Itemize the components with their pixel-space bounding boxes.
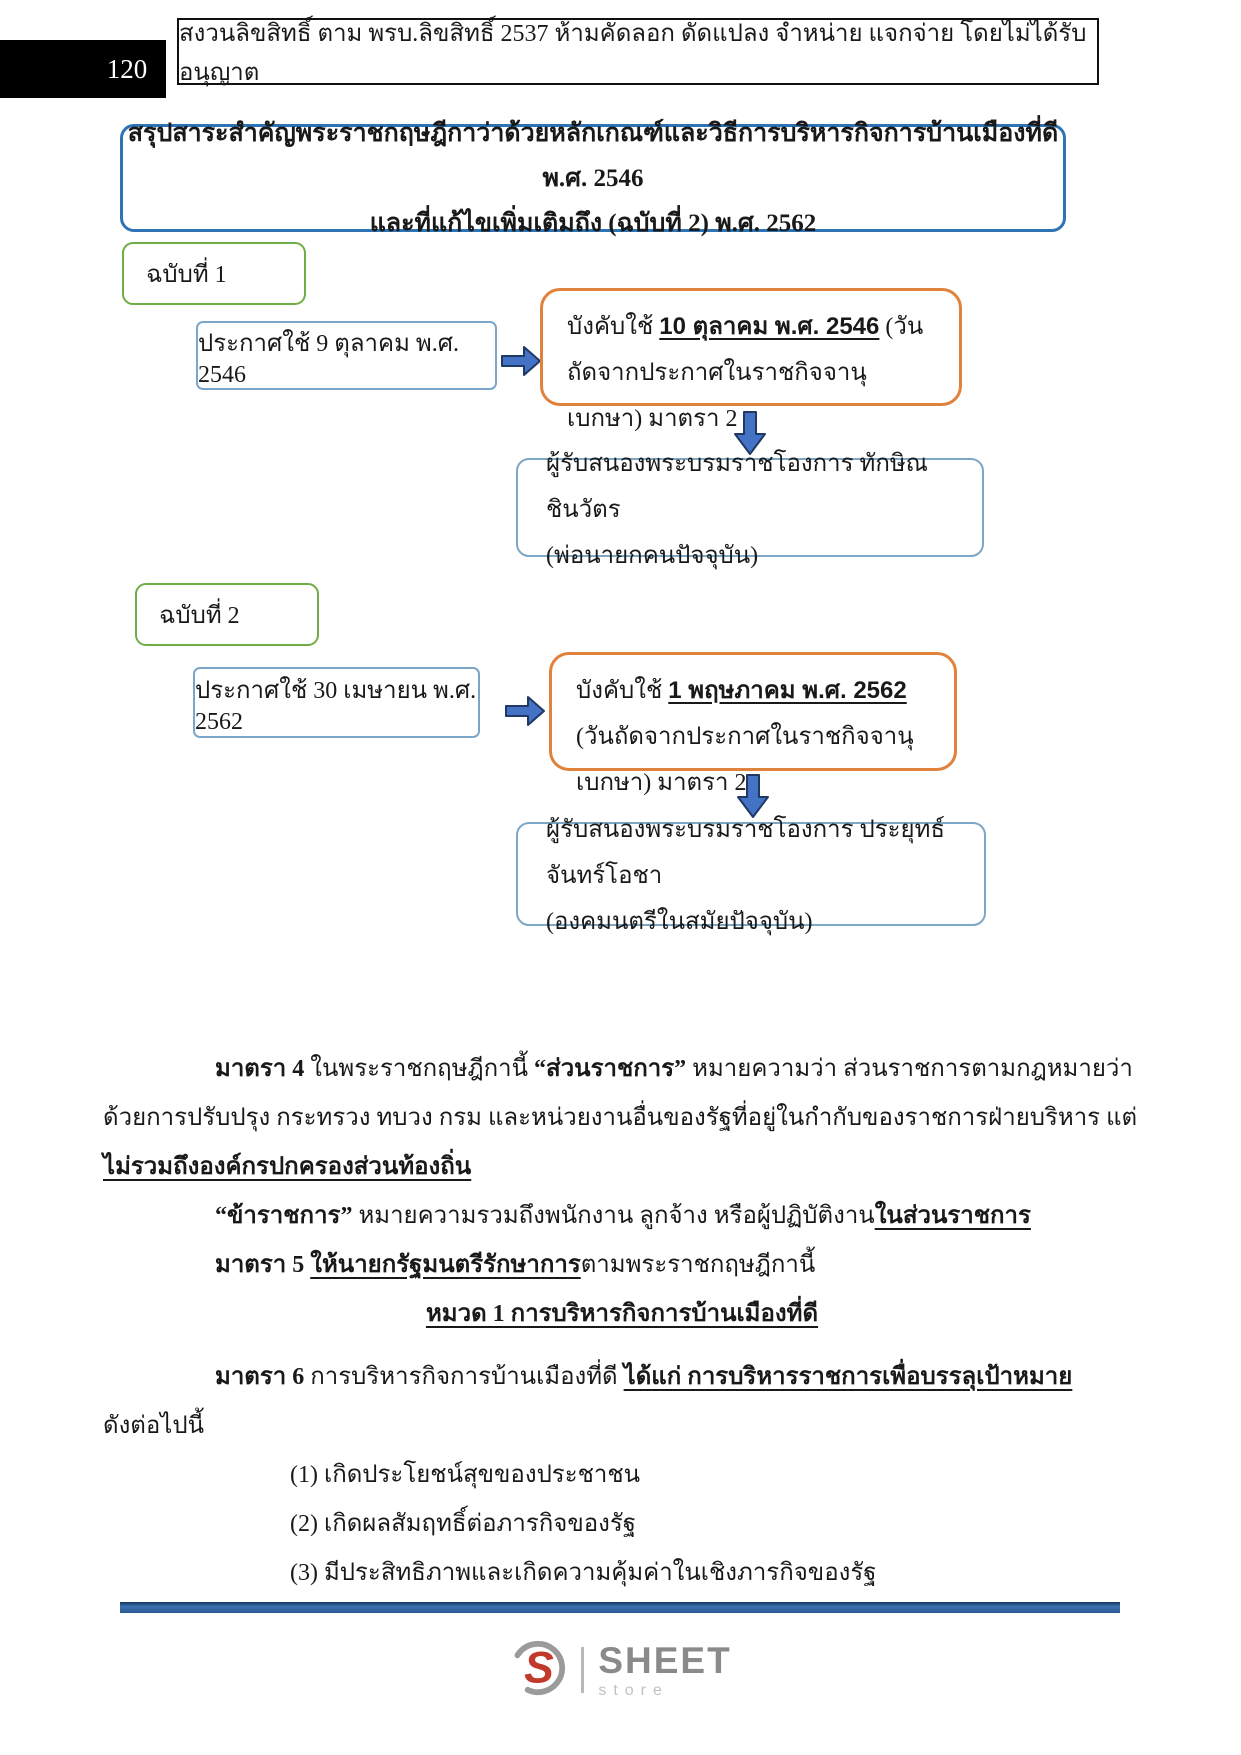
edition-1-countersign: ผู้รับสนองพระบรมราชโองการ ทักษิณ ชินวัตร (546, 450, 928, 523)
section-4-text-1: ในพระราชกฤษฎีกานี้ (304, 1056, 535, 1082)
sheet-store-logo (0, 1620, 1241, 1720)
section-4-text-2: หมายความว่า ส่วนราชการตามกฎหมายว่า (686, 1056, 1133, 1082)
civil-servant-underlined: ในส่วนราชการ (874, 1203, 1031, 1229)
edition-1-effective-date: 10 ตุลาคม พ.ศ. 2546 (659, 313, 880, 340)
list-item-1-text: (1) เกิดประโยชน์สุขของประชาชน (290, 1462, 641, 1488)
section-4-number: มาตรา 4 (215, 1056, 305, 1082)
page-number-box (0, 40, 166, 98)
title-line-2: และที่แก้ไขเพิ่มเติมถึง (ฉบับที่ 2) พ.ศ. 2562 (369, 209, 817, 237)
edition-1-effective-box (540, 288, 962, 432)
svg-text:S: S (524, 1643, 555, 1692)
civil-servant-line (103, 1192, 1141, 1241)
edition-1-effective-pre: บังคับใช้ (567, 314, 660, 340)
sheet-store-logo-icon (509, 1639, 567, 1702)
chapter-1-heading-text: หมวด 1 การบริหารกิจการบ้านเมืองที่ดี (425, 1301, 819, 1327)
list-item-3-text: (3) มีประสิทธิภาพและเกิดความคุ้มค่าในเชิงภารกิจของรัฐ (290, 1560, 877, 1586)
section-6-number: มาตรา 6 (215, 1364, 305, 1390)
list-item (103, 1451, 1141, 1500)
section-6-line-1 (103, 1353, 1141, 1402)
article-body (103, 1045, 1141, 1598)
list-item (103, 1549, 1141, 1598)
edition-2-countersign-note: (องคมนตรีในสมัยปัจจุบัน) (546, 909, 813, 935)
chapter-1-heading (103, 1290, 1141, 1339)
summary-title-box (120, 119, 1066, 237)
list-item (103, 1500, 1141, 1549)
arrow-right-icon (504, 694, 546, 733)
section-5-line (103, 1241, 1141, 1290)
section-4-line-2 (103, 1094, 1141, 1143)
edition-1-label-box (122, 242, 306, 305)
section-4-line-1 (103, 1045, 1141, 1094)
civil-servant-term: “ข้าราชการ” (215, 1203, 353, 1229)
logo-brand-text: SHEET (598, 1639, 732, 1681)
edition-2-announce-box (193, 667, 480, 738)
edition-1-countersign-note: (พ่อนายกคนปัจจุบัน) (546, 542, 759, 569)
copyright-text: สงวนลิขสิทธิ์ ตาม พรบ.ลิขสิทธิ์ 2537 ห้ามคัดลอก ดัดแปลง จำหน่าย แจกจ่าย โดยไม่ได้รับอนุญาต (179, 20, 1087, 86)
edition-2-effective-date: 1 พฤษภาคม พ.ศ. 2562 (668, 677, 907, 704)
logo-wordmark (598, 1639, 732, 1699)
edition-1-label: ฉบับที่ 1 (146, 262, 227, 288)
edition-1-announce-text: ประกาศใช้ 9 ตุลาคม พ.ศ. 2546 (198, 330, 459, 388)
logo-divider (581, 1647, 584, 1693)
edition-1-countersign-box (516, 450, 984, 569)
copyright-notice-box (177, 18, 1099, 85)
section-6-underlined: ได้แก่ การบริหารราชการเพื่อบรรลุเป้าหมาย (623, 1364, 1073, 1390)
title-line-1: สรุปสาระสำคัญพระราชกฤษฎีกาว่าด้วยหลักเกณฑ์และวิธีการบริหารกิจการบ้านเมืองที่ดี พ.ศ. 2546 (127, 119, 1059, 192)
footer-divider-bar (120, 1602, 1120, 1613)
section-4-text-3: ด้วยการปรับปรุง กระทรวง ทบวง กรม และหน่วยงานอื่นของรัฐที่อยู่ในกำกับของราชการฝ่ายบริหาร แต่ (103, 1105, 1138, 1131)
logo-sub-text: store (598, 1681, 669, 1699)
edition-2-countersign-box (516, 817, 986, 935)
edition-2-announce-text: ประกาศใช้ 30 เมษายน พ.ศ. 2562 (195, 677, 477, 735)
section-5-text: ตามพระราชกฤษฎีกานี้ (580, 1252, 816, 1278)
page-number: 120 (106, 53, 148, 84)
section-4-underlined: ไม่รวมถึงองค์กรปกครองส่วนท้องถิ่น (103, 1154, 472, 1180)
section-6-text-1: การบริหารกิจการบ้านเมืองที่ดี (304, 1364, 624, 1390)
section-6-text-2: ดังต่อไปนี้ (103, 1413, 205, 1439)
list-item-2-text: (2) เกิดผลสัมฤทธิ์ต่อภารกิจของรัฐ (290, 1511, 636, 1537)
edition-1-announce-box (196, 321, 497, 390)
edition-2-label: ฉบับที่ 2 (159, 603, 240, 629)
edition-2-countersign: ผู้รับสนองพระบรมราชโองการ ประยุทธ์ จันทร์โอชา (546, 817, 946, 889)
section-4-term: “ส่วนราชการ” (534, 1056, 687, 1082)
section-5-number: มาตรา 5 (215, 1252, 311, 1278)
edition-2-effective-post: (วันถัดจากประกาศในราชกิจจานุเบกษา) มาตรา 2 (576, 724, 914, 796)
edition-2-label-box (135, 583, 319, 646)
section-5-underlined: ให้นายกรัฐมนตรีรักษาการ (310, 1252, 581, 1278)
edition-1-effective-post: (วันถัดจากประกาศในราชกิจจานุเบกษา) มาตรา 2 (567, 314, 924, 432)
section-4-line-3 (103, 1143, 1141, 1192)
section-6-line-2 (103, 1402, 1141, 1451)
civil-servant-text: หมายความรวมถึงพนักงาน ลูกจ้าง หรือผู้ปฏิบัติงาน (352, 1203, 875, 1229)
edition-2-effective-box (549, 652, 957, 796)
edition-2-effective-pre: บังคับใช้ (576, 678, 669, 704)
arrow-right-icon (500, 344, 542, 383)
